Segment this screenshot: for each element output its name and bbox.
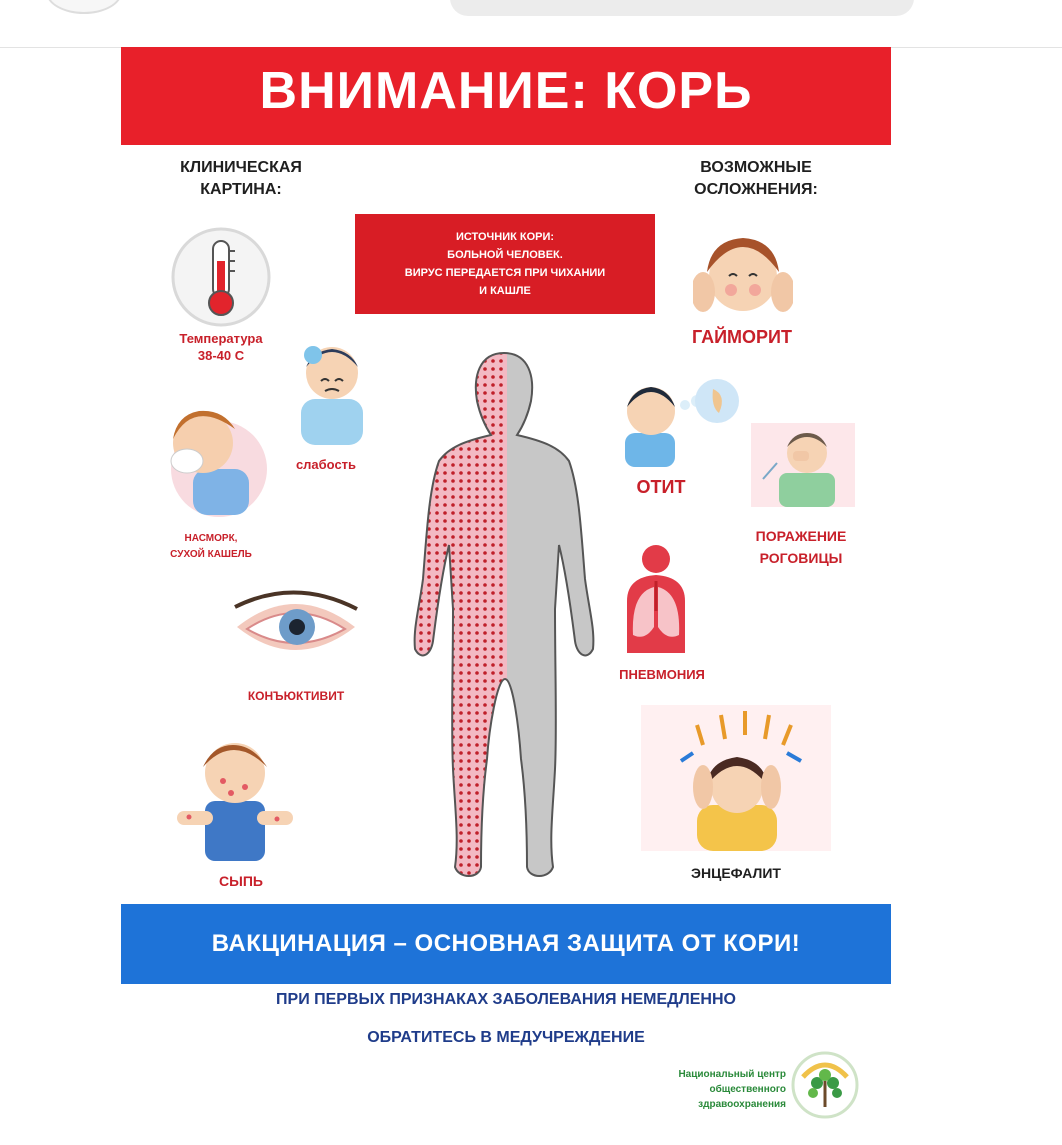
poster-title: ВНИМАНИЕ: КОРЬ	[259, 62, 753, 120]
complications-heading-line2: ОСЛОЖНЕНИЯ:	[694, 181, 818, 198]
runny-nose-line2: СУХОЙ КАШЕЛЬ	[170, 549, 252, 560]
organization-line1: Национальный центр	[678, 1069, 786, 1080]
organization-logo	[789, 1049, 861, 1121]
clinical-heading-line2: КАРТИНА:	[200, 181, 282, 198]
rash-label: СЫПЬ	[219, 873, 263, 889]
encephalitis-label: ЭНЦЕФАЛИТ	[691, 865, 781, 881]
cornea-label-line2: РОГОВИЦЫ	[759, 550, 843, 566]
search-bar[interactable]	[450, 0, 914, 16]
otitis-label: ОТИТ	[636, 477, 686, 497]
cornea-label-line1: ПОРАЖЕНИЕ	[755, 528, 847, 544]
otitis-boy-illustration	[615, 377, 745, 467]
complications-heading	[666, 157, 846, 201]
runny-nose-label	[141, 531, 281, 563]
lungs-illustration	[619, 541, 693, 653]
vaccination-text: ВАКЦИНАЦИЯ – ОСНОВНАЯ ЗАЩИТА ОТ КОРИ!	[211, 930, 801, 957]
organization-line2: общественного	[709, 1084, 786, 1095]
sinusitis-label: ГАЙМОРИТ	[692, 327, 792, 347]
notice-line1: ПРИ ПЕРВЫХ ПРИЗНАКАХ ЗАБОЛЕВАНИЯ НЕМЕДЛЕННО	[276, 991, 736, 1008]
temperature-label	[151, 330, 291, 364]
pneumonia-label: ПНЕВМОНИЯ	[619, 667, 705, 682]
human-body-figure	[409, 349, 599, 884]
measles-poster	[121, 47, 891, 1145]
poster-header	[121, 47, 891, 145]
notice-line2: ОБРАТИТЕСЬ В МЕДУЧРЕЖДЕНИЕ	[367, 1029, 645, 1046]
sneezing-child-illustration	[153, 399, 273, 519]
thermometer-icon	[169, 225, 273, 329]
clinical-picture-heading	[161, 157, 321, 201]
measles-source-box: ИСТОЧНИК КОРИ: БОЛЬНОЙ ЧЕЛОВЕК. ВИРУС ПЕРЕДАЕТСЯ ПРИ ЧИХАНИИ И КАШЛЕ	[355, 214, 655, 314]
cornea-man-illustration	[751, 423, 855, 507]
weak-child-illustration	[291, 337, 373, 447]
temperature-label-line1: Температура	[179, 331, 263, 346]
app-top-bar	[0, 0, 1062, 48]
runny-nose-line1: НАСМОРК,	[184, 533, 238, 544]
cornea-label	[721, 525, 881, 569]
rash-child-illustration	[173, 737, 297, 867]
weakness-label: слабость	[295, 457, 357, 472]
organization-name	[586, 1067, 786, 1112]
vaccination-banner	[121, 904, 891, 984]
sinusitis-woman-illustration	[693, 222, 793, 332]
profile-avatar[interactable]	[46, 0, 122, 14]
temperature-label-line2: 38-40 С	[197, 348, 245, 363]
conjunctivitis-label: КОНЪЮКТИВИТ	[247, 689, 345, 703]
organization-line3: здравоохранения	[698, 1099, 786, 1110]
red-eye-illustration	[229, 587, 361, 667]
complications-heading-line1: ВОЗМОЖНЫЕ	[700, 159, 812, 176]
clinical-heading-line1: КЛИНИЧЕСКАЯ	[180, 159, 302, 176]
encephalitis-woman-illustration	[641, 705, 831, 851]
